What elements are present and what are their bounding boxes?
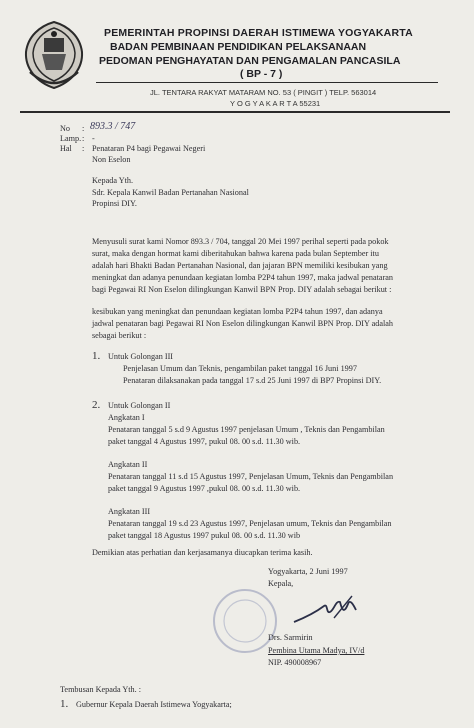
signer-rank: Pembina Utama Madya, IV/d bbox=[268, 646, 365, 655]
letterhead-address: JL. TENTARA RAKYAT MATARAM NO. 53 ( PINGIT ) TELP. 563014 bbox=[150, 88, 377, 97]
item2-title: Untuk Golongan II bbox=[108, 401, 171, 410]
angkatan-line: Penataran tanggal 11 s.d 15 Agustus 1997, Penjelasan Umum, Teknis dan Pengambilan bbox=[108, 472, 394, 481]
handwritten-signature bbox=[290, 592, 370, 632]
hal-value-2: Non Eselon bbox=[92, 155, 131, 164]
recipient-kepada: Kepada Yth. bbox=[92, 176, 134, 185]
paragraph2-line: sebagai berikut : bbox=[92, 331, 147, 340]
lamp-value: - bbox=[92, 134, 95, 143]
item1-line: Penjelasan Umum dan Teknis, pengambilan paket tanggal 16 Juni 1997 bbox=[123, 364, 357, 373]
no-value: 893.3 / 747 bbox=[90, 121, 136, 132]
recipient-name: Sdr. Kepala Kanwil Badan Pertanahan Nasional bbox=[92, 188, 249, 197]
angkatan-line: paket tanggal 4 Agustus 1997, pukul 08. 00 s.d. 11.30 wib. bbox=[108, 437, 301, 446]
letter-page: PEMERINTAH PROPINSI DAERAH ISTIMEWA YOGYAKARTA BADAN PEMBINAAN PENDIDIKAN PELAKSANAAN PEDOMAN PENGHAYATAN DAN PENGAMALAN PANCASILA ( BP - 7 ) JL. TENTARA RAKYAT MATARAM NO. 53 ( PINGIT ) TELP. 563014 Y O G Y A K A R T A 55231 No : 893.3 / 747 Lamp. : - Hal : Penataran P4 bagi Pegawai Negeri Non Eselon Kepada Yth. Sdr. Kepala Kanwil Badan Pertanahan Nasional Propinsi DIY. Menyusuli surat kami Nomor 893.3 / 704, tanggal 20 Mei 1997 perihal seperti pada pokok surat, maka dengan hormat kami diberitahukan bahwa karena pada bulan September itu adalah hari Bhakti Badan Pertanahan Nasional, dan jajaran BPN memiliki kesibukan yang meningkat dan adanya penundaan kegiatan lomba P2P4 tahun 1997, maka jadwal penataran bagi Pegawai RI Non Eselon dilingkungan Kanwil BPN Prop. DIY adalah sebagai berikut : kesibukan yang meningkat dan penundaan kegiatan lomba P2P4 tahun 1997, dan adanya jadwal penataran bagi Pegawai RI Non Eselon dilingkungan Kanwil BPN Prop. DIY adalah sebagai berikut : 1. Untuk Golongan III Penjelasan Umum dan Teknis, pengambilan paket tanggal 16 Juni 1997 Penataran dilaksanakan pada tanggal 17 s.d 25 Juni 1997 di BP7 Propinsi DIY. 2. Untuk Golongan II Angkatan I Penataran tanggal 5 s.d 9 Agustus 1997 penjelasan Umum , Teknis dan Pengambilan paket tanggal 4 Agustus 1997, pukul 08. 00 s.d. 11.30 wib. Angkatan II Penataran tanggal 11 s.d 15 Agustus 1997, Penjelasan Umum, Teknis dan Pengambilan paket tanggal 9 Agustus 1997 ,pukul 08. 00 s.d. 11.30 wib. Angkatan III Penataran tanggal 19 s.d 23 Agustus 1997, Penjelasan umum, Teknis dan Pengambilan paket tanggal 18 Agustus 1997 pukul 08. 00 s.d. 11.30 wib Demikian atas perhatian dan kerjasamanya diucapkan terima kasih. Yogyakarta, 2 Juni 1997 Kepala, Drs. Sarmirin Pembina Utama Madya, IV/d NIP. 490008967 Tembusan Kepada Yth. : 1. Gubernur Kepala Daerah Istimewa Yogyakarta; bbox=[0, 0, 474, 728]
angkatan-line: paket tanggal 9 Agustus 1997 ,pukul 08. 00 s.d. 11.30 wib. bbox=[108, 484, 301, 493]
no-label: No bbox=[60, 124, 71, 133]
paragraph1-line: bagi Pegawai RI Non Eselon dilingkungan Kanwil BPN Prop. DIY adalah sebagai berikut : bbox=[92, 285, 392, 294]
hal-value-1: Penataran P4 bagi Pegawai Negeri bbox=[92, 144, 206, 153]
cc-item-number: 1. bbox=[60, 698, 69, 710]
item1-line: Penataran dilaksanakan pada tanggal 17 s.d 25 Juni 1997 di BP7 Propinsi DIY. bbox=[123, 376, 382, 385]
angkatan-line: Penataran tanggal 19 s.d 23 Agustus 1997, Penjelasan umum, Teknis dan Pengambilan bbox=[108, 519, 392, 528]
lamp-label: Lamp. bbox=[60, 134, 82, 143]
paragraph1-line: surat, maka dengan hormat kami diberitahukan bahwa karena pada bulan September itu bbox=[92, 249, 379, 258]
signer-nip: NIP. 490008967 bbox=[268, 658, 322, 667]
angkatan-label: Angkatan II bbox=[108, 460, 148, 469]
angkatan-label: Angkatan I bbox=[108, 413, 145, 422]
item2-number: 2. bbox=[92, 399, 101, 411]
signature-title: Kepala, bbox=[268, 579, 294, 588]
angkatan-line: Penataran tanggal 5 s.d 9 Agustus 1997 penjelasan Umum , Teknis dan Pengambilan bbox=[108, 425, 385, 434]
letterhead-line-3: PEDOMAN PENGHAYATAN DAN PENGAMALAN PANCASILA bbox=[99, 55, 401, 67]
cc-heading: Tembusan Kepada Yth. : bbox=[60, 685, 141, 694]
cc-item-text: Gubernur Kepala Daerah Istimewa Yogyakarta; bbox=[76, 700, 232, 709]
paragraph2-line: kesibukan yang meningkat dan penundaan kegiatan lomba P2P4 tahun 1997, dan adanya bbox=[92, 307, 383, 316]
paragraph1-line: Menyusuli surat kami Nomor 893.3 / 704, tanggal 20 Mei 1997 perihal seperti pada pokok bbox=[92, 237, 389, 246]
item1-title: Untuk Golongan III bbox=[108, 352, 174, 361]
letterhead-line-4: ( BP - 7 ) bbox=[240, 68, 283, 80]
letterhead-line-1: PEMERINTAH PROPINSI DAERAH ISTIMEWA YOGYAKARTA bbox=[104, 27, 413, 39]
letterhead-city: Y O G Y A K A R T A 55231 bbox=[230, 99, 321, 108]
letterhead-line-2: BADAN PEMBINAAN PENDIDIKAN PELAKSANAAN bbox=[110, 41, 367, 53]
dij-coat-of-arms-emblem bbox=[20, 18, 88, 92]
hal-label: Hal bbox=[60, 144, 72, 153]
recipient-place: Propinsi DIY. bbox=[92, 199, 137, 208]
signer-name: Drs. Sarmirin bbox=[268, 633, 313, 642]
signature-date: Yogyakarta, 2 Juni 1997 bbox=[268, 567, 348, 576]
letterhead-rule-top bbox=[96, 82, 438, 83]
paragraph1-line: meningkat dan adanya penundaan kegiatan lomba P2P4 tahun 1997, maka jadwal penataran bbox=[92, 273, 394, 282]
angkatan-label: Angkatan III bbox=[108, 507, 151, 516]
item1-number: 1. bbox=[92, 350, 101, 362]
closing-text: Demikian atas perhatian dan kerjasamanya diucapkan terima kasih. bbox=[92, 548, 313, 557]
paragraph2-line: jadwal penataran bagi Pegawai RI Non Eselon dilingkungan Kanwil BPN Prop. DIY adalah bbox=[92, 319, 393, 328]
paragraph1-line: adalah hari Bhakti Badan Pertanahan Nasional, dan jajaran BPN memiliki kesibukan yang bbox=[92, 261, 388, 270]
letterhead-rule-bottom bbox=[20, 111, 450, 113]
angkatan-line: paket tanggal 18 Agustus 1997 pukul 08. 00 s.d. 11.30 wib bbox=[108, 531, 301, 540]
